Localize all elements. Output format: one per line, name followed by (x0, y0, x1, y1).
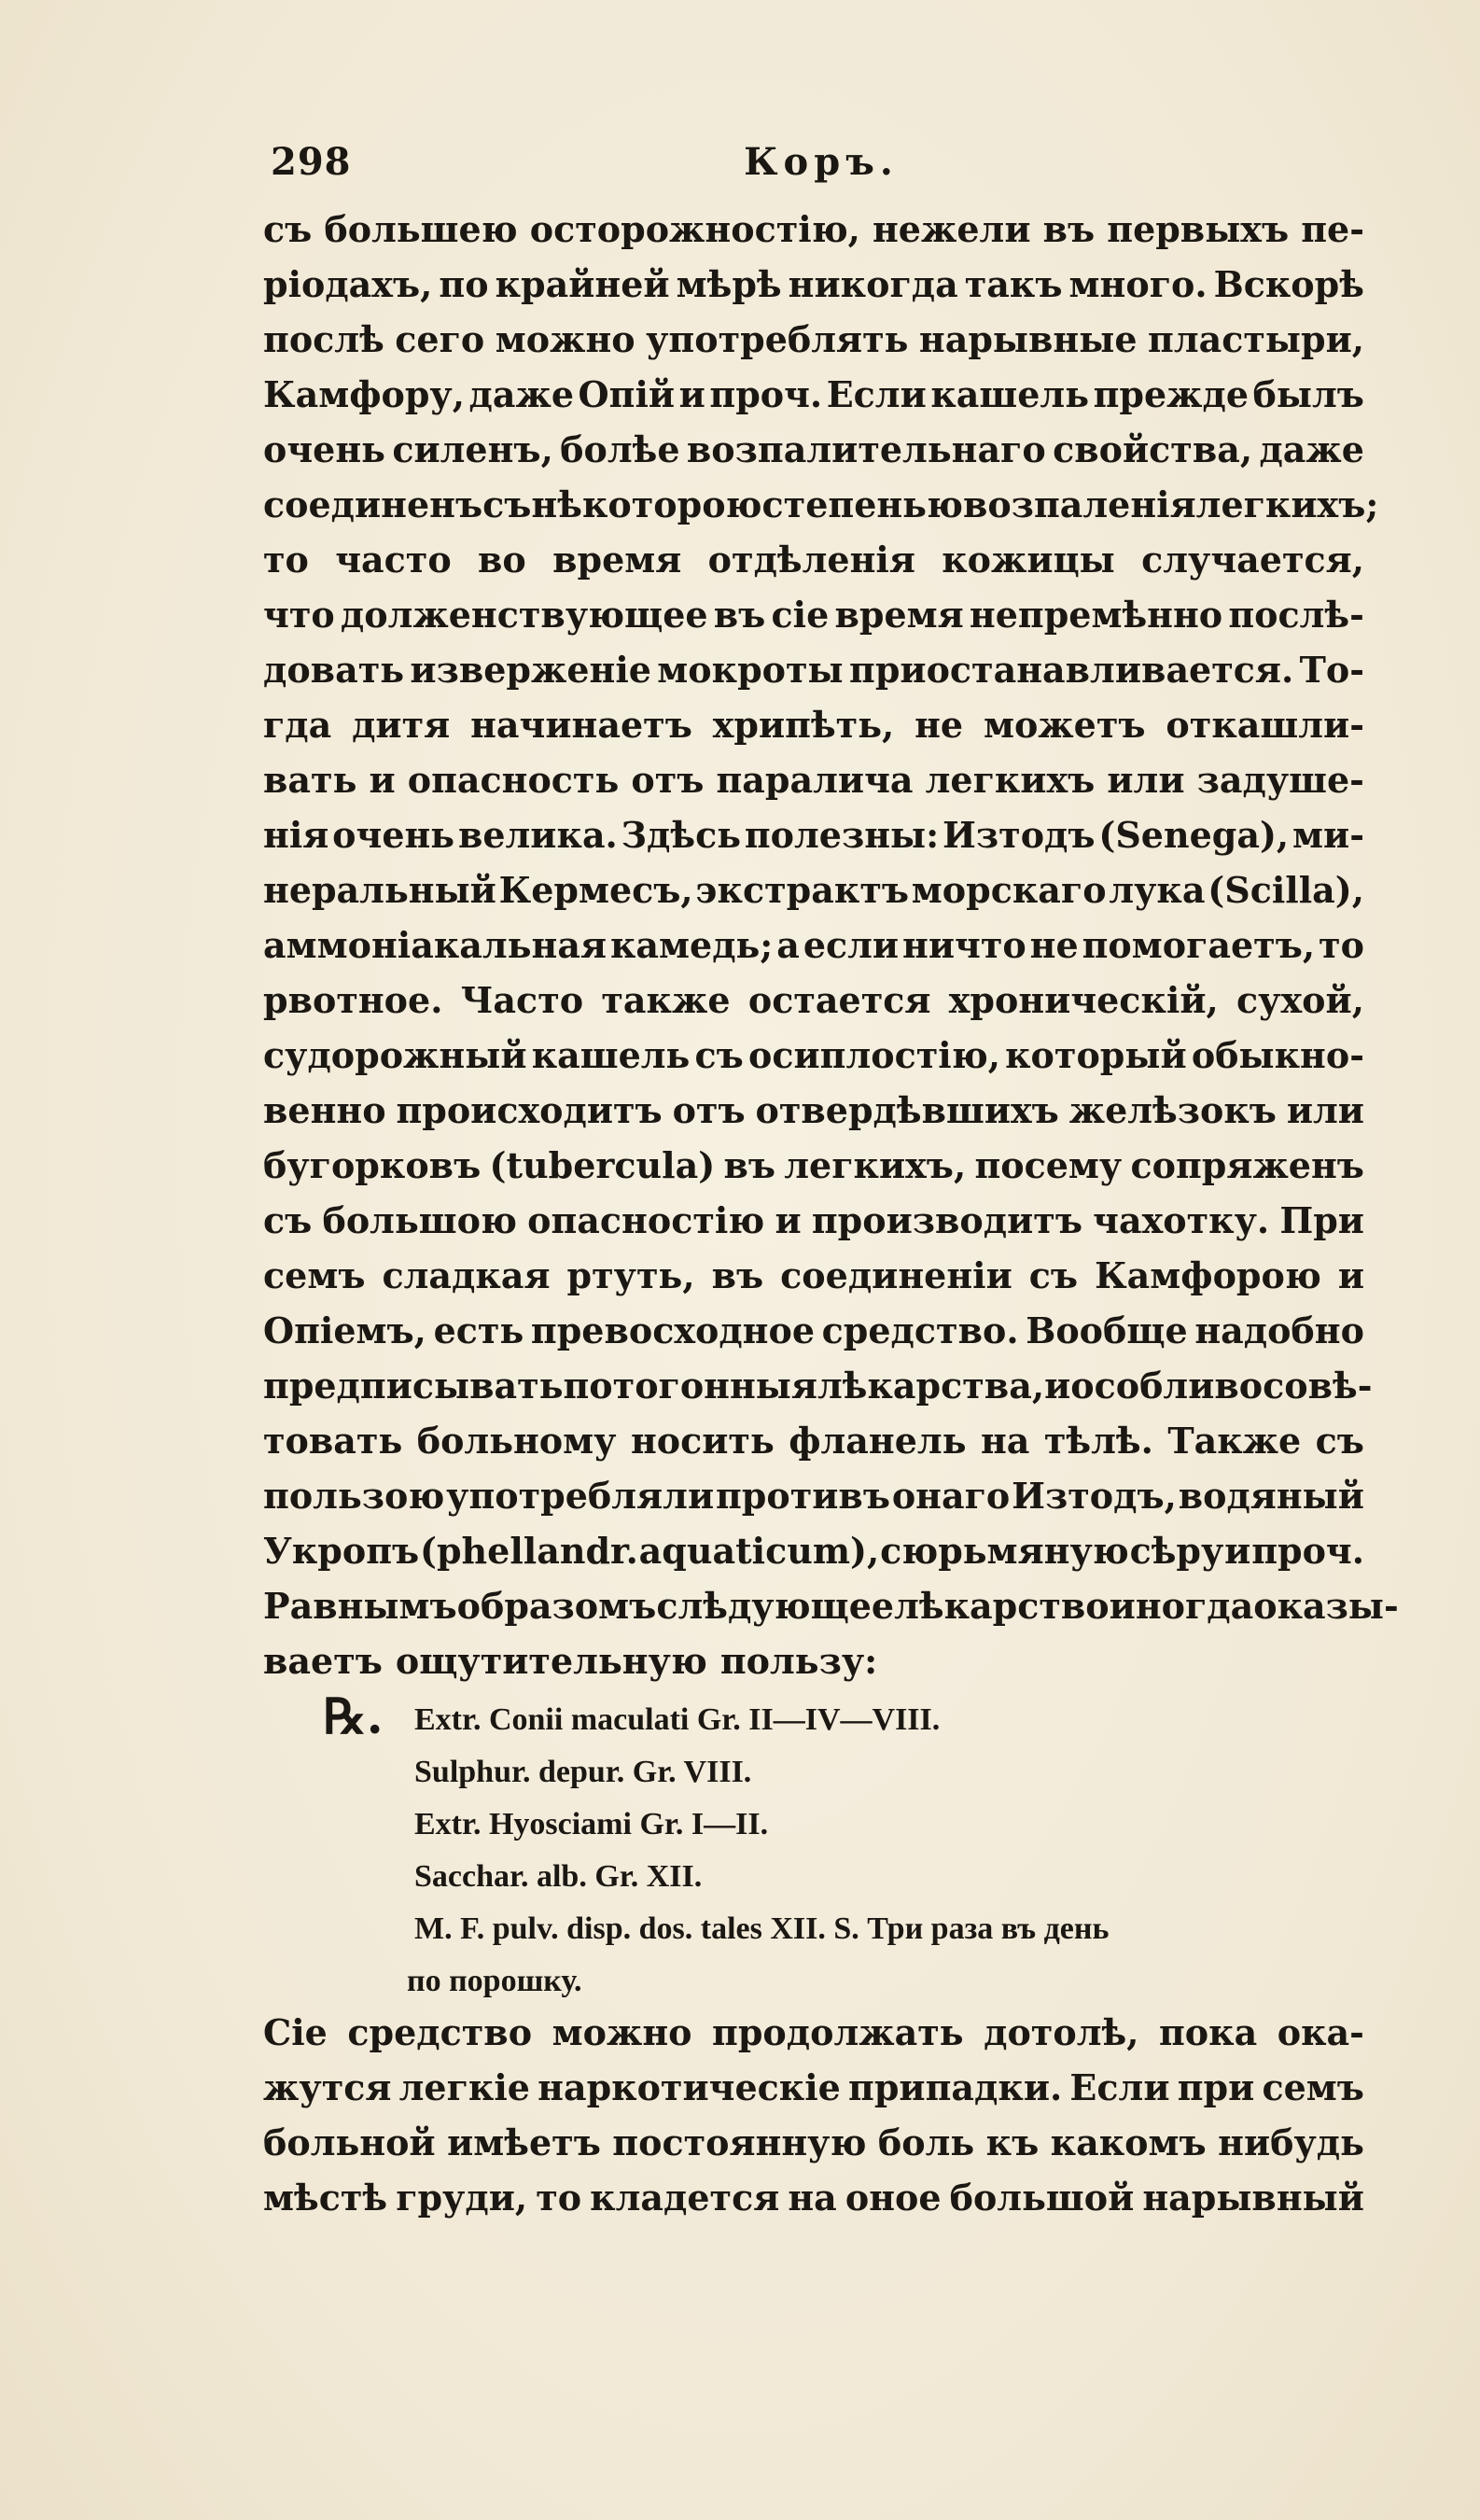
recipe-line: по порошку. (407, 1964, 582, 1998)
text-line: довать изверженіе мокроты приостанавливается. То- (263, 649, 1364, 691)
text-line: Опіемъ, есть превосходное средство. Вообще надобно (263, 1309, 1364, 1351)
text-line: Сіе средство можно продолжать дотолѣ, пока ока- (263, 2011, 1364, 2053)
text-line: жутся легкіе наркотическіе припадки. Если при семъ (263, 2066, 1364, 2108)
text-line: Камфору, даже Опій и проч. Если кашель прежде былъ (263, 373, 1364, 415)
text-line: то часто во время отдѣленія кожицы случается, (263, 539, 1364, 581)
text-line: послѣ сего можно употреблять нарывные пластыри, (263, 318, 1364, 360)
recipe-line: Sulphur. depur. Gr. VIII. (414, 1755, 752, 1789)
text-line: венно происходитъ отъ отвердѣвшихъ желѣзокъ или (263, 1089, 1364, 1131)
text-line: ваетъ ощутительную пользу: (263, 1640, 878, 1682)
text-line: рвотное. Часто также остается хроническій, сухой, (263, 979, 1364, 1021)
text-line: Равнымъ образомъ слѣдующее лѣкарство иногда оказы- (263, 1585, 1399, 1627)
text-line: пользою употребляли противъ онаго Изтодъ, водяный (263, 1475, 1364, 1517)
text-line: съ большею осторожностію, нежели въ первыхъ пе- (263, 208, 1364, 250)
text-line: судорожный кашель съ осиплостію, который обыкно- (263, 1034, 1364, 1076)
recipe-symbol: ℞. (323, 1688, 384, 1745)
recipe-line: Sacchar. alb. Gr. XII. (414, 1859, 703, 1894)
text-line: товать больному носить фланель на тѣлѣ. Также съ (263, 1420, 1364, 1462)
text-line: предписывать потогонныя лѣкарства, и особливо совѣ- (263, 1365, 1373, 1407)
text-line: семъ сладкая ртуть, въ соединеніи съ Камфорою и (263, 1254, 1364, 1296)
text-line: аммоніакальная камедь; а если ничто не помогаетъ, то (263, 924, 1364, 966)
text-line: что долженствующее въ сіе время непремѣнно послѣ- (263, 594, 1364, 636)
running-head: Коръ. (744, 140, 899, 184)
text-line: больной имѣетъ постоянную боль къ какомъ нибудь (263, 2121, 1364, 2163)
text-line: нія очень велика. Здѣсь полезны: Изтодъ (Senega), ми- (263, 814, 1364, 856)
page-header (271, 140, 1372, 196)
text-line: ріодахъ, по крайней мѣрѣ никогда такъ много. Вскорѣ (263, 263, 1364, 305)
text-line: гда дитя начинаетъ хрипѣть, не можетъ откашли- (263, 704, 1364, 746)
recipe-line: Extr. Hyosciami Gr. I—II. (414, 1807, 769, 1841)
text-line: мѣстѣ груди, то кладется на оное большой нарывный (263, 2177, 1364, 2219)
text-line: неральный Кермесъ, экстрактъ морскаго лука (Scilla), (263, 869, 1364, 911)
recipe-line: M. F. pulv. disp. dos. tales XII. S. Три раза въ день (414, 1911, 1110, 1946)
closing-paragraph (263, 2005, 1364, 2225)
text-line: съ большою опасностію и производитъ чахотку. При (263, 1199, 1364, 1241)
recipe-line: Extr. Conii maculati Gr. II—IV—VIII. (414, 1702, 941, 1737)
prescription-block (323, 1688, 1372, 2008)
text-line: Укропъ (phellandr. aquaticum), сюрьмяную сѣру и проч. (263, 1530, 1364, 1572)
text-line: соединенъ съ нѣкоторою степенью возпаленія легкихъ; (263, 483, 1379, 525)
text-line: бугорковъ (tubercula) въ легкихъ, посему сопряженъ (263, 1144, 1364, 1186)
text-line: очень силенъ, болѣе возпалительнаго свойства, даже (263, 428, 1364, 470)
body-paragraph (263, 202, 1399, 1688)
page-number: 298 (271, 140, 352, 184)
text-line: вать и опасность отъ паралича легкихъ или задуше- (263, 759, 1364, 801)
